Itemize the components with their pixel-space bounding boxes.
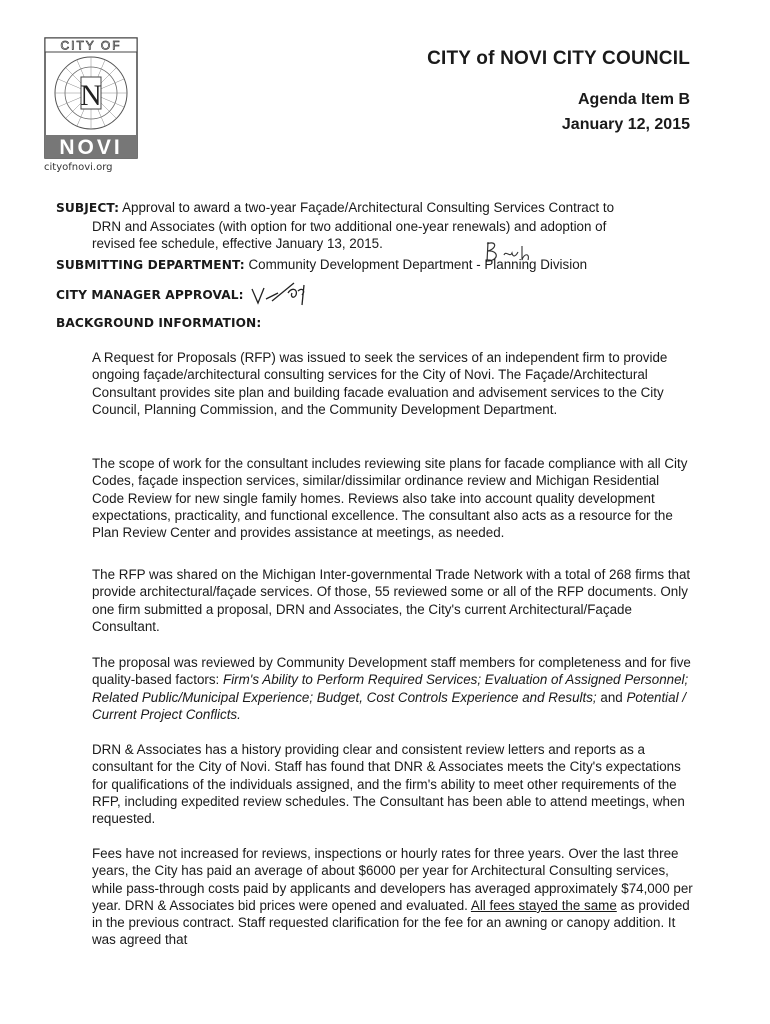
- city-of-novi-logo: [44, 37, 138, 159]
- submitting-department-label: SUBMITTING DEPARTMENT:: [56, 258, 245, 272]
- submitting-department: [56, 257, 587, 272]
- logo-top-text: CITY OF: [60, 38, 122, 53]
- subject-line-2: DRN and Associates (with option for two additional one-year renewals) and adoption of: [92, 218, 607, 234]
- subject-block: [56, 199, 698, 253]
- background-paragraph-1: A Request for Proposals (RFP) was issued to seek the services of an independent firm to provide ongoing façade/architectural consulting services for the City of Novi. The Façade/Architectural Consultant provides site plan and building facade evaluation and advisement services to the City Council, Planning Commission, and the Community Development Department.: [92, 350, 668, 417]
- p6-before: Fees have not increased for reviews, inspections or hourly rates for three years. Over the last three years, the City has paid an average of about $6000 per year for Architectural Consulting services, while pass-through costs paid by applicants and developers has averaged approximately $74,000 per year. DRN & Associates bid prices were opened and evaluated.: [92, 846, 693, 913]
- p4-and: and: [600, 689, 623, 705]
- p6-underlined: All fees stayed the same: [470, 897, 617, 913]
- subject-label: SUBJECT:: [56, 201, 120, 215]
- background-heading: BACKGROUND INFORMATION:: [56, 316, 262, 330]
- p6-after: as provided in the previous contract. Staff requested clarification for the fee for an awning or canopy addition. It was agreed that: [92, 897, 690, 948]
- council-title: CITY of NOVI CITY COUNCIL: [427, 48, 690, 69]
- agenda-item: Agenda Item B: [577, 91, 690, 108]
- city-manager-approval-label: CITY MANAGER APPROVAL:: [56, 288, 244, 302]
- approval-signature: [248, 279, 318, 307]
- subject-line-1: Approval to award a two-year Façade/Architectural Consulting Services Contract to: [122, 200, 615, 215]
- subject-line-3: revised fee schedule, effective January 13, 2015.: [92, 236, 383, 251]
- background-paragraph-4: [92, 654, 694, 723]
- background-paragraph-5: DRN & Associates has a history providing clear and consistent review letters and reports as a consultant for the City of Novi. Staff has found that DNR & Associates meets the City's expectations for qualifications of the individuals assigned, and the firm's ability to meet other requirements of the RFP, including expedited review schedules. The Consultant has been able to attend meetings, when requested.: [92, 742, 685, 827]
- submitting-department-value: Community Development Department - Planning Division: [248, 257, 588, 272]
- logo-caption: cityofnovi.org: [44, 162, 113, 173]
- background-paragraph-6: [92, 845, 694, 949]
- p4-intro: The proposal was reviewed by Community Development staff members for completeness and for five quality-based factors:: [92, 655, 691, 688]
- city-manager-approval: [56, 287, 244, 302]
- background-paragraph-2: The scope of work for the consultant includes reviewing site plans for facade compliance with all City Codes, façade inspection services, similar/dissimilar ordinance review and Michigan Residential Code Review for new single family homes. Reviews also take into account quality development expectations, practicality, and functional excellence. The consultant also acts as a resource for the Plan Review Center and provides assistance at meetings, as needed.: [92, 456, 688, 541]
- agenda-date: January 12, 2015: [561, 116, 690, 133]
- p4-factor-last: Potential / Current Project Conflicts.: [92, 689, 687, 722]
- background-paragraph-3: The RFP was shared on the Michigan Inter-governmental Trade Network with a total of 268 firms that provide architectural/façade services. Of those, 55 reviewed some or all of the RFP documents. Only one firm submitted a proposal, DRN and Associates, the City's current Architectural/Façade Consultant.: [92, 567, 691, 634]
- p4-factors: Firm's Ability to Perform Required Services; Evaluation of Assigned Personnel; Related Public/Municipal Experience; Budget, Cost Controls Experience and Results;: [92, 672, 689, 705]
- logo-bottom-text: NOVI: [59, 136, 123, 159]
- logo-monogram: N: [80, 79, 102, 112]
